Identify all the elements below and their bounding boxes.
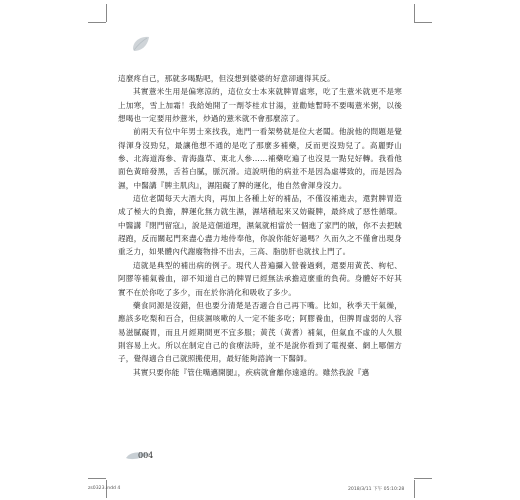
paragraph: 這麼疼自己，那就多喝點吧，但沒想到婆婆的好意卻適得其反。: [118, 74, 335, 83]
crop-mark: [414, 4, 415, 22]
paragraph: 藥食同源是沒錯，但也要分清楚是否適合自己再下嘴。比如，秋季天干氣燥，應該多吃梨和百合，但痰濕咳嗽的人一定不能多吃；阿膠養血，但脾胃虛弱的人容易滋膩礙胃，而且月經期間更不宜多服；黃芪（黃耆）補氣，但氣血不虛的人久服則容易上火。所以在制定自己的食療法時，並不是說你看到了電視臺、網上哪個方子，覺得適合自己就照搬使用，最好能夠諮詢一下醫師。: [118, 300, 402, 364]
crop-mark: [106, 4, 107, 22]
crop-mark: [414, 22, 432, 23]
paragraph: 其實只要你能『管住嘴邁開腿』，疾病就會離你遠遠的。雖然我說『邁: [133, 367, 370, 377]
crop-mark: [414, 480, 415, 498]
print-slug-timestamp: 2018/3/11 下午 05:10:28: [348, 487, 405, 492]
paragraph: 這就是典型的補出病的例子。現代人普遍攝入營養過剩，還要用黃芪、枸杞、阿膠等補氣養血，卻不知道自己的脾胃已經無法承擔這麼重的負荷。身體好不好其實不在於你吃了多少，而在於你消化和吸收了多少。: [118, 260, 402, 297]
paragraph: 前兩天有位中年男士來找我，進門一看架勢就是位大老闆。他說他的問題是覺得渾身沒勁兒，最讓他想不通的是吃了那麼多補藥，反而更沒勁兒了。高麗野山參、北海道海參、青海蟲草、東北人參……補藥吃遍了也沒見一點兒好轉。我看他面色黃暗發黑，舌苔白膩，脈沉滑。這說明他的病並不是因為虛導致的，而是因為濕，中醫講『脾主肌肉』，濕阻礙了脾的運化，他自然會渾身沒力。: [118, 127, 402, 190]
paragraph: 其實薏米生用是偏寒涼的，這位女士本來就脾胃虛寒，吃了生薏米就更不是寒上加寒，雪上加霜！我給她開了一劑苓桂朮甘湯，並勸她暫時不要喝薏米粥，以後想喝也一定要用炒薏米，炒過的薏米就不會那麼涼了。: [118, 87, 402, 124]
print-slug-filename: zs0323.indd 4: [88, 486, 121, 491]
leaf-ornament-icon: [130, 34, 152, 56]
crop-mark: [88, 22, 106, 23]
page-number: 004: [138, 451, 154, 460]
page-body: [118, 72, 402, 379]
crop-mark: [88, 478, 106, 479]
paragraph: 這位老闆每天大酒大肉，再加上各種上好的補品，不僅沒補進去，還對脾胃造成了極大的負擔，脾運化無力就生濕，濕堵積起來又妨礙脾，最終成了惡性循環。中醫講『閉門留寇』，說是這個道理，濕氣就相當於一個進了家門的賊，你不去把賊趕跑，反而關起門來盡心盡力地侍奉他，你說你能好過嗎？久而久之不僅會出現身重乏力，如果體內代謝廢物排不出去，三高、脂肪肝也就找上門了。: [118, 194, 402, 257]
crop-mark: [414, 478, 432, 479]
